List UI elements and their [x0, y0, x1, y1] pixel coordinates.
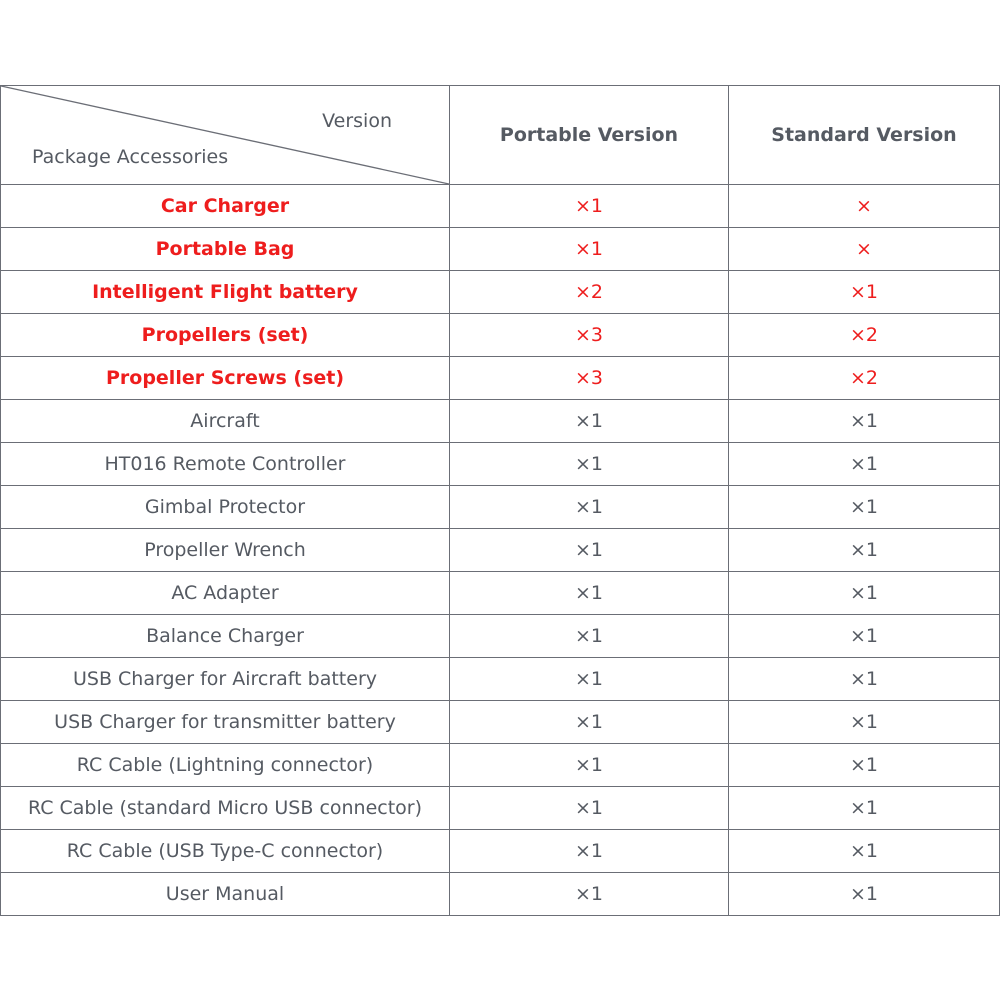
standard-quantity-cell: ×1 [729, 744, 1000, 787]
portable-version-header: Portable Version [450, 86, 729, 185]
portable-quantity-cell: ×1 [450, 873, 729, 916]
portable-quantity-cell: ×1 [450, 787, 729, 830]
accessory-name-cell: RC Cable (Lightning connector) [1, 744, 450, 787]
portable-quantity-cell: ×2 [450, 271, 729, 314]
table-row [1, 486, 1000, 529]
standard-quantity-cell: ×1 [729, 615, 1000, 658]
portable-quantity-cell: ×1 [450, 572, 729, 615]
portable-quantity-cell: ×1 [450, 744, 729, 787]
portable-quantity-cell: ×1 [450, 658, 729, 701]
table-row [1, 271, 1000, 314]
standard-quantity-cell: × [729, 185, 1000, 228]
portable-quantity-cell: ×1 [450, 185, 729, 228]
accessory-name-cell: Intelligent Flight battery [1, 271, 450, 314]
accessory-name-cell: Propeller Screws (set) [1, 357, 450, 400]
standard-quantity-cell: × [729, 228, 1000, 271]
accessory-name-cell: User Manual [1, 873, 450, 916]
table-row [1, 314, 1000, 357]
standard-quantity-cell: ×2 [729, 314, 1000, 357]
standard-quantity-cell: ×1 [729, 873, 1000, 916]
standard-quantity-cell: ×1 [729, 830, 1000, 873]
portable-quantity-cell: ×1 [450, 830, 729, 873]
package-accessories-label: Package Accessories [32, 146, 229, 168]
accessories-table-container [0, 85, 999, 916]
accessory-name-cell: USB Charger for Aircraft battery [1, 658, 450, 701]
table-row [1, 357, 1000, 400]
accessory-name-cell: Propellers (set) [1, 314, 450, 357]
portable-quantity-cell: ×1 [450, 701, 729, 744]
table-row [1, 529, 1000, 572]
accessory-name-cell: Balance Charger [1, 615, 450, 658]
standard-quantity-cell: ×1 [729, 271, 1000, 314]
accessory-name-cell: HT016 Remote Controller [1, 443, 450, 486]
portable-quantity-cell: ×1 [450, 400, 729, 443]
accessory-name-cell: Aircraft [1, 400, 450, 443]
standard-quantity-cell: ×1 [729, 443, 1000, 486]
table-row [1, 873, 1000, 916]
portable-quantity-cell: ×1 [450, 486, 729, 529]
table-row [1, 615, 1000, 658]
accessories-table [0, 85, 1000, 916]
table-row [1, 400, 1000, 443]
table-body [1, 185, 1000, 916]
accessory-name-cell: Portable Bag [1, 228, 450, 271]
table-row [1, 185, 1000, 228]
accessory-name-cell: Propeller Wrench [1, 529, 450, 572]
table-header-row [1, 86, 1000, 185]
table-row [1, 701, 1000, 744]
corner-header-cell [1, 86, 450, 185]
standard-quantity-cell: ×1 [729, 486, 1000, 529]
accessory-name-cell: Car Charger [1, 185, 450, 228]
accessory-name-cell: USB Charger for transmitter battery [1, 701, 450, 744]
standard-quantity-cell: ×1 [729, 572, 1000, 615]
standard-quantity-cell: ×1 [729, 701, 1000, 744]
table-row [1, 787, 1000, 830]
standard-quantity-cell: ×1 [729, 529, 1000, 572]
standard-version-header: Standard Version [729, 86, 1000, 185]
accessory-name-cell: RC Cable (USB Type-C connector) [1, 830, 450, 873]
portable-quantity-cell: ×3 [450, 314, 729, 357]
portable-quantity-cell: ×3 [450, 357, 729, 400]
table-row [1, 658, 1000, 701]
table-row [1, 228, 1000, 271]
portable-quantity-cell: ×1 [450, 615, 729, 658]
table-row [1, 830, 1000, 873]
standard-quantity-cell: ×1 [729, 658, 1000, 701]
table-row [1, 744, 1000, 787]
accessory-name-cell: Gimbal Protector [1, 486, 450, 529]
standard-quantity-cell: ×1 [729, 787, 1000, 830]
accessory-name-cell: AC Adapter [1, 572, 450, 615]
portable-quantity-cell: ×1 [450, 228, 729, 271]
standard-quantity-cell: ×1 [729, 400, 1000, 443]
table-row [1, 443, 1000, 486]
diagonal-divider [1, 86, 449, 184]
table-row [1, 572, 1000, 615]
standard-quantity-cell: ×2 [729, 357, 1000, 400]
portable-quantity-cell: ×1 [450, 443, 729, 486]
accessory-name-cell: RC Cable (standard Micro USB connector) [1, 787, 450, 830]
version-label: Version [322, 110, 392, 132]
portable-quantity-cell: ×1 [450, 529, 729, 572]
